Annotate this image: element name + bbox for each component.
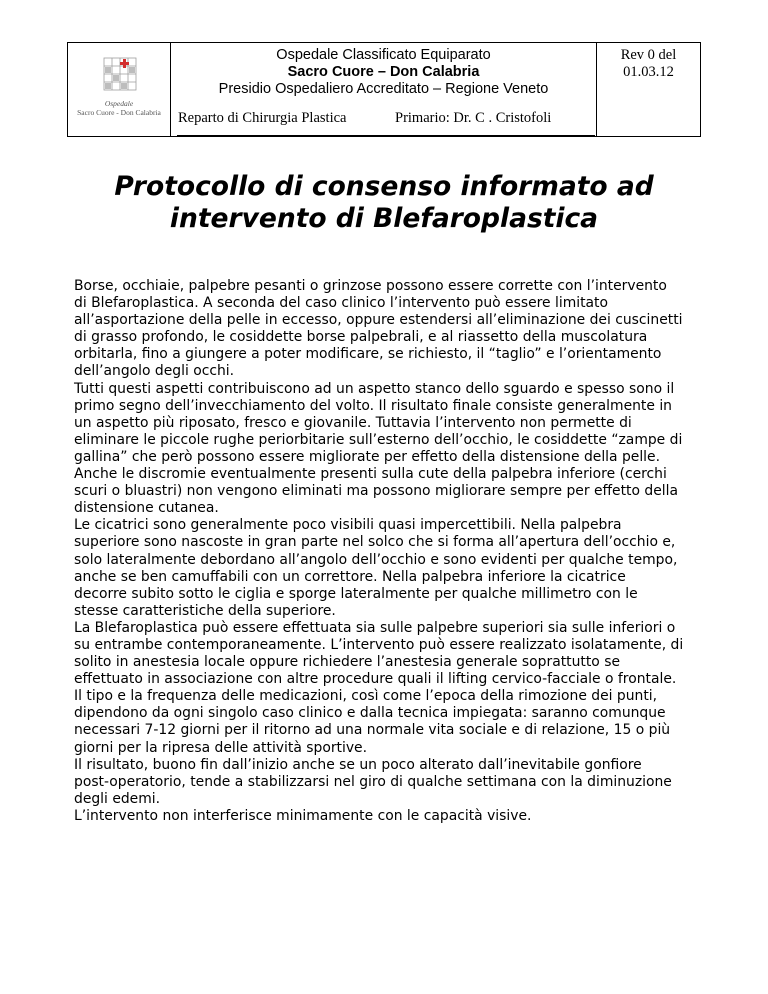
body-line: Il risultato, buono fin dall’inizio anche se un poco alterato dall’inevitabile gonfiore	[74, 756, 642, 773]
hospital-name-line-3: Presidio Ospedaliero Accreditato – Regione Veneto	[218, 81, 549, 97]
body-line: degli edemi.	[74, 790, 161, 807]
body-line: su entrambe contemporaneamente. L’intervento può essere realizzato isolatamente, di	[74, 636, 684, 653]
body-line: Il tipo e la frequenza delle medicazioni, così come l’epoca della rimozione dei punti,	[74, 688, 658, 705]
body-line: di grasso profondo, le cosiddette borse palpebrali, e al riassetto della muscolatura	[74, 329, 648, 346]
body-line: Borse, occhiaie, palpebre pesanti o grinzose possono essere corrette con l’intervento	[74, 278, 667, 294]
document-title	[40, 171, 728, 235]
hospital-name-line-1: Ospedale Classificato Equiparato	[276, 47, 491, 63]
body-line: L’intervento non interferisce minimamente con le capacità visive.	[74, 807, 532, 824]
body-line: orbitarla, fino a giungere a poter modificare, se richiesto, il “taglio” e l’orientamento	[74, 346, 662, 363]
body-line: solo lateralmente debordano all’angolo dell’occhio e sono evidenti per qualche tempo,	[74, 551, 678, 568]
body-line: post-operatorio, tende a stabilizzarsi nel giro di qualche settimana con la diminuzione	[74, 773, 672, 790]
body-line: dell’angolo degli occhi.	[74, 363, 235, 380]
body-line: gallina” che però possono essere migliorate per effetto della distensione della pelle.	[74, 448, 661, 465]
revision-label: Rev 0 del	[620, 47, 677, 63]
body-line: decorre subito sotto le ciglia e sporge lateralmente per qualche millimetro con le	[74, 585, 638, 602]
body-line: anche se ben camuffabili con un correttore. Nella palpebra inferiore la cicatrice	[74, 568, 626, 585]
body-line: di Blefaroplastica. A seconda del caso clinico l’intervento può essere limitato	[74, 295, 608, 312]
logo-cell	[68, 43, 171, 136]
title-line-1: Protocollo di consenso informato ad	[114, 171, 654, 202]
body-line: scuri o bluastri) non vengono eliminati ma possono migliorare sempre per effetto della	[74, 483, 679, 500]
body-line: La Blefaroplastica può essere effettuata sia sulle palpebre superiori sia sulle inferiori o	[74, 619, 676, 636]
body-line: primo segno dell’invecchiamento del volto. Il risultato finale consiste generalmente in	[74, 397, 672, 414]
body-line: giorni per la ripresa delle attività sportive.	[74, 739, 368, 756]
body-line: Tutti questi aspetti contribuiscono ad un aspetto stanco dello sguardo e spesso sono il	[74, 380, 675, 397]
body-line: Le cicatrici sono generalmente poco visibili quasi impercettibili. Nella palpebra	[74, 517, 622, 534]
body-line: stesse caratteristiche della superiore.	[74, 602, 336, 619]
body-line: solito in anestesia locale oppure richiedere l’anestesia generale soprattutto se	[74, 654, 620, 671]
hospital-logo-icon	[103, 57, 137, 91]
title-line-2: intervento di Blefaroplastica	[169, 203, 599, 234]
body-line: distensione cutanea.	[74, 500, 219, 517]
logo-caption-1: Ospedale	[104, 99, 134, 108]
body-line: eliminare le piccole rughe periorbitarie sull’esterno dell’occhio, le cosiddette “zampe di	[74, 431, 683, 448]
logo-caption-2: Sacro Cuore - Don Calabria	[77, 108, 161, 117]
body-line: necessari 7-12 giorni per il ritorno ad una normale vita sociale e di relazione, 15 o più	[74, 722, 671, 739]
body-line: un aspetto più riposato, fresco e giovanile. Tuttavia l’intervento non permette di	[74, 414, 632, 431]
consent-body-text	[74, 278, 702, 825]
document-header	[67, 42, 701, 137]
body-line: all’asportazione della pelle in eccesso, oppure estendersi all’eliminazione dei cuscinetti	[74, 312, 683, 329]
body-line: effettuato in associazione con altre procedure quali il lifting cervico-facciale o frontale.	[74, 671, 677, 688]
revision-date: 01.03.12	[623, 64, 674, 80]
body-line: dipendono da ogni singolo caso clinico e dalla tecnica impiegata: saranno comunque	[74, 705, 666, 722]
body-line: superiore sono nascoste in gran parte nel solco che si forma all’apertura dell’occhio e,	[74, 534, 676, 551]
department-label: Reparto di Chirurgia Plastica	[178, 110, 347, 126]
header-divider	[177, 135, 595, 136]
hospital-name-line-2: Sacro Cuore – Don Calabria	[287, 64, 480, 80]
primary-physician-label: Primario: Dr. C . Cristofoli	[395, 110, 552, 126]
body-line: Anche le discromie eventualmente presenti sulla cute della palpebra inferiore (cerchi	[74, 466, 667, 483]
